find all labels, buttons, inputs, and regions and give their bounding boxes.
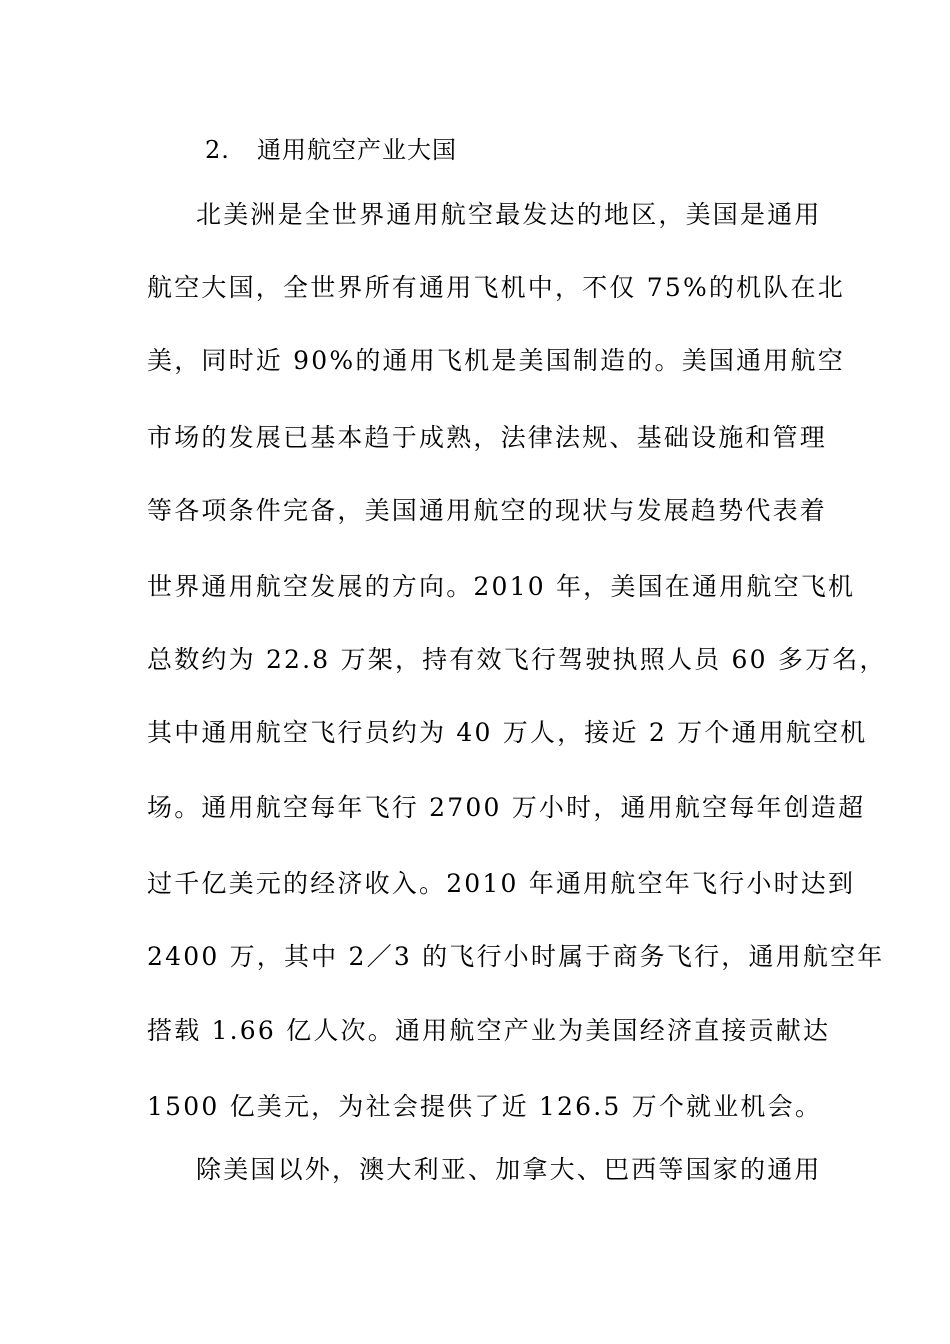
text-line: 市场的发展已基本趋于成熟，法律法规、基础设施和管理	[147, 423, 828, 452]
text-line: 搭载 1.66 亿人次。通用航空产业为美国经济直接贡献达	[147, 1016, 831, 1045]
text-line: 场。通用航空每年飞行 2700 万小时，通用航空每年创造超	[147, 793, 866, 822]
text-line: 总数约为 22.8 万架，持有效飞行驾驶执照人员 60 多万名，	[147, 645, 887, 674]
text-line: 航空大国，全世界所有通用飞机中，不仅 75%的机队在北	[147, 273, 845, 302]
text-line: 世界通用航空发展的方向。2010 年，美国在通用航空飞机	[147, 572, 856, 601]
text-line: 美，同时近 90%的通用飞机是美国制造的。美国通用航空	[147, 346, 845, 375]
text-line: 除美国以外，澳大利亚、加拿大、巴西等国家的通用	[196, 1155, 822, 1184]
section-number: 2.	[205, 136, 230, 164]
text-line: 等各项条件完备，美国通用航空的现状与发展趋势代表着	[147, 496, 828, 525]
text-line: 北美洲是全世界通用航空最发达的地区，美国是通用	[196, 200, 822, 229]
text-line: 2400 万，其中 2／3 的飞行小时属于商务飞行，通用航空年	[147, 942, 885, 971]
section-title: 通用航空产业大国	[257, 136, 457, 164]
text-line: 其中通用航空飞行员约为 40 万人，接近 2 万个通用航空机	[147, 718, 868, 747]
text-line: 过千亿美元的经济收入。2010 年通用航空年飞行小时达到	[147, 869, 856, 898]
section-heading	[205, 134, 457, 166]
text-line: 1500 亿美元，为社会提供了近 126.5 万个就业机会。	[147, 1092, 823, 1121]
